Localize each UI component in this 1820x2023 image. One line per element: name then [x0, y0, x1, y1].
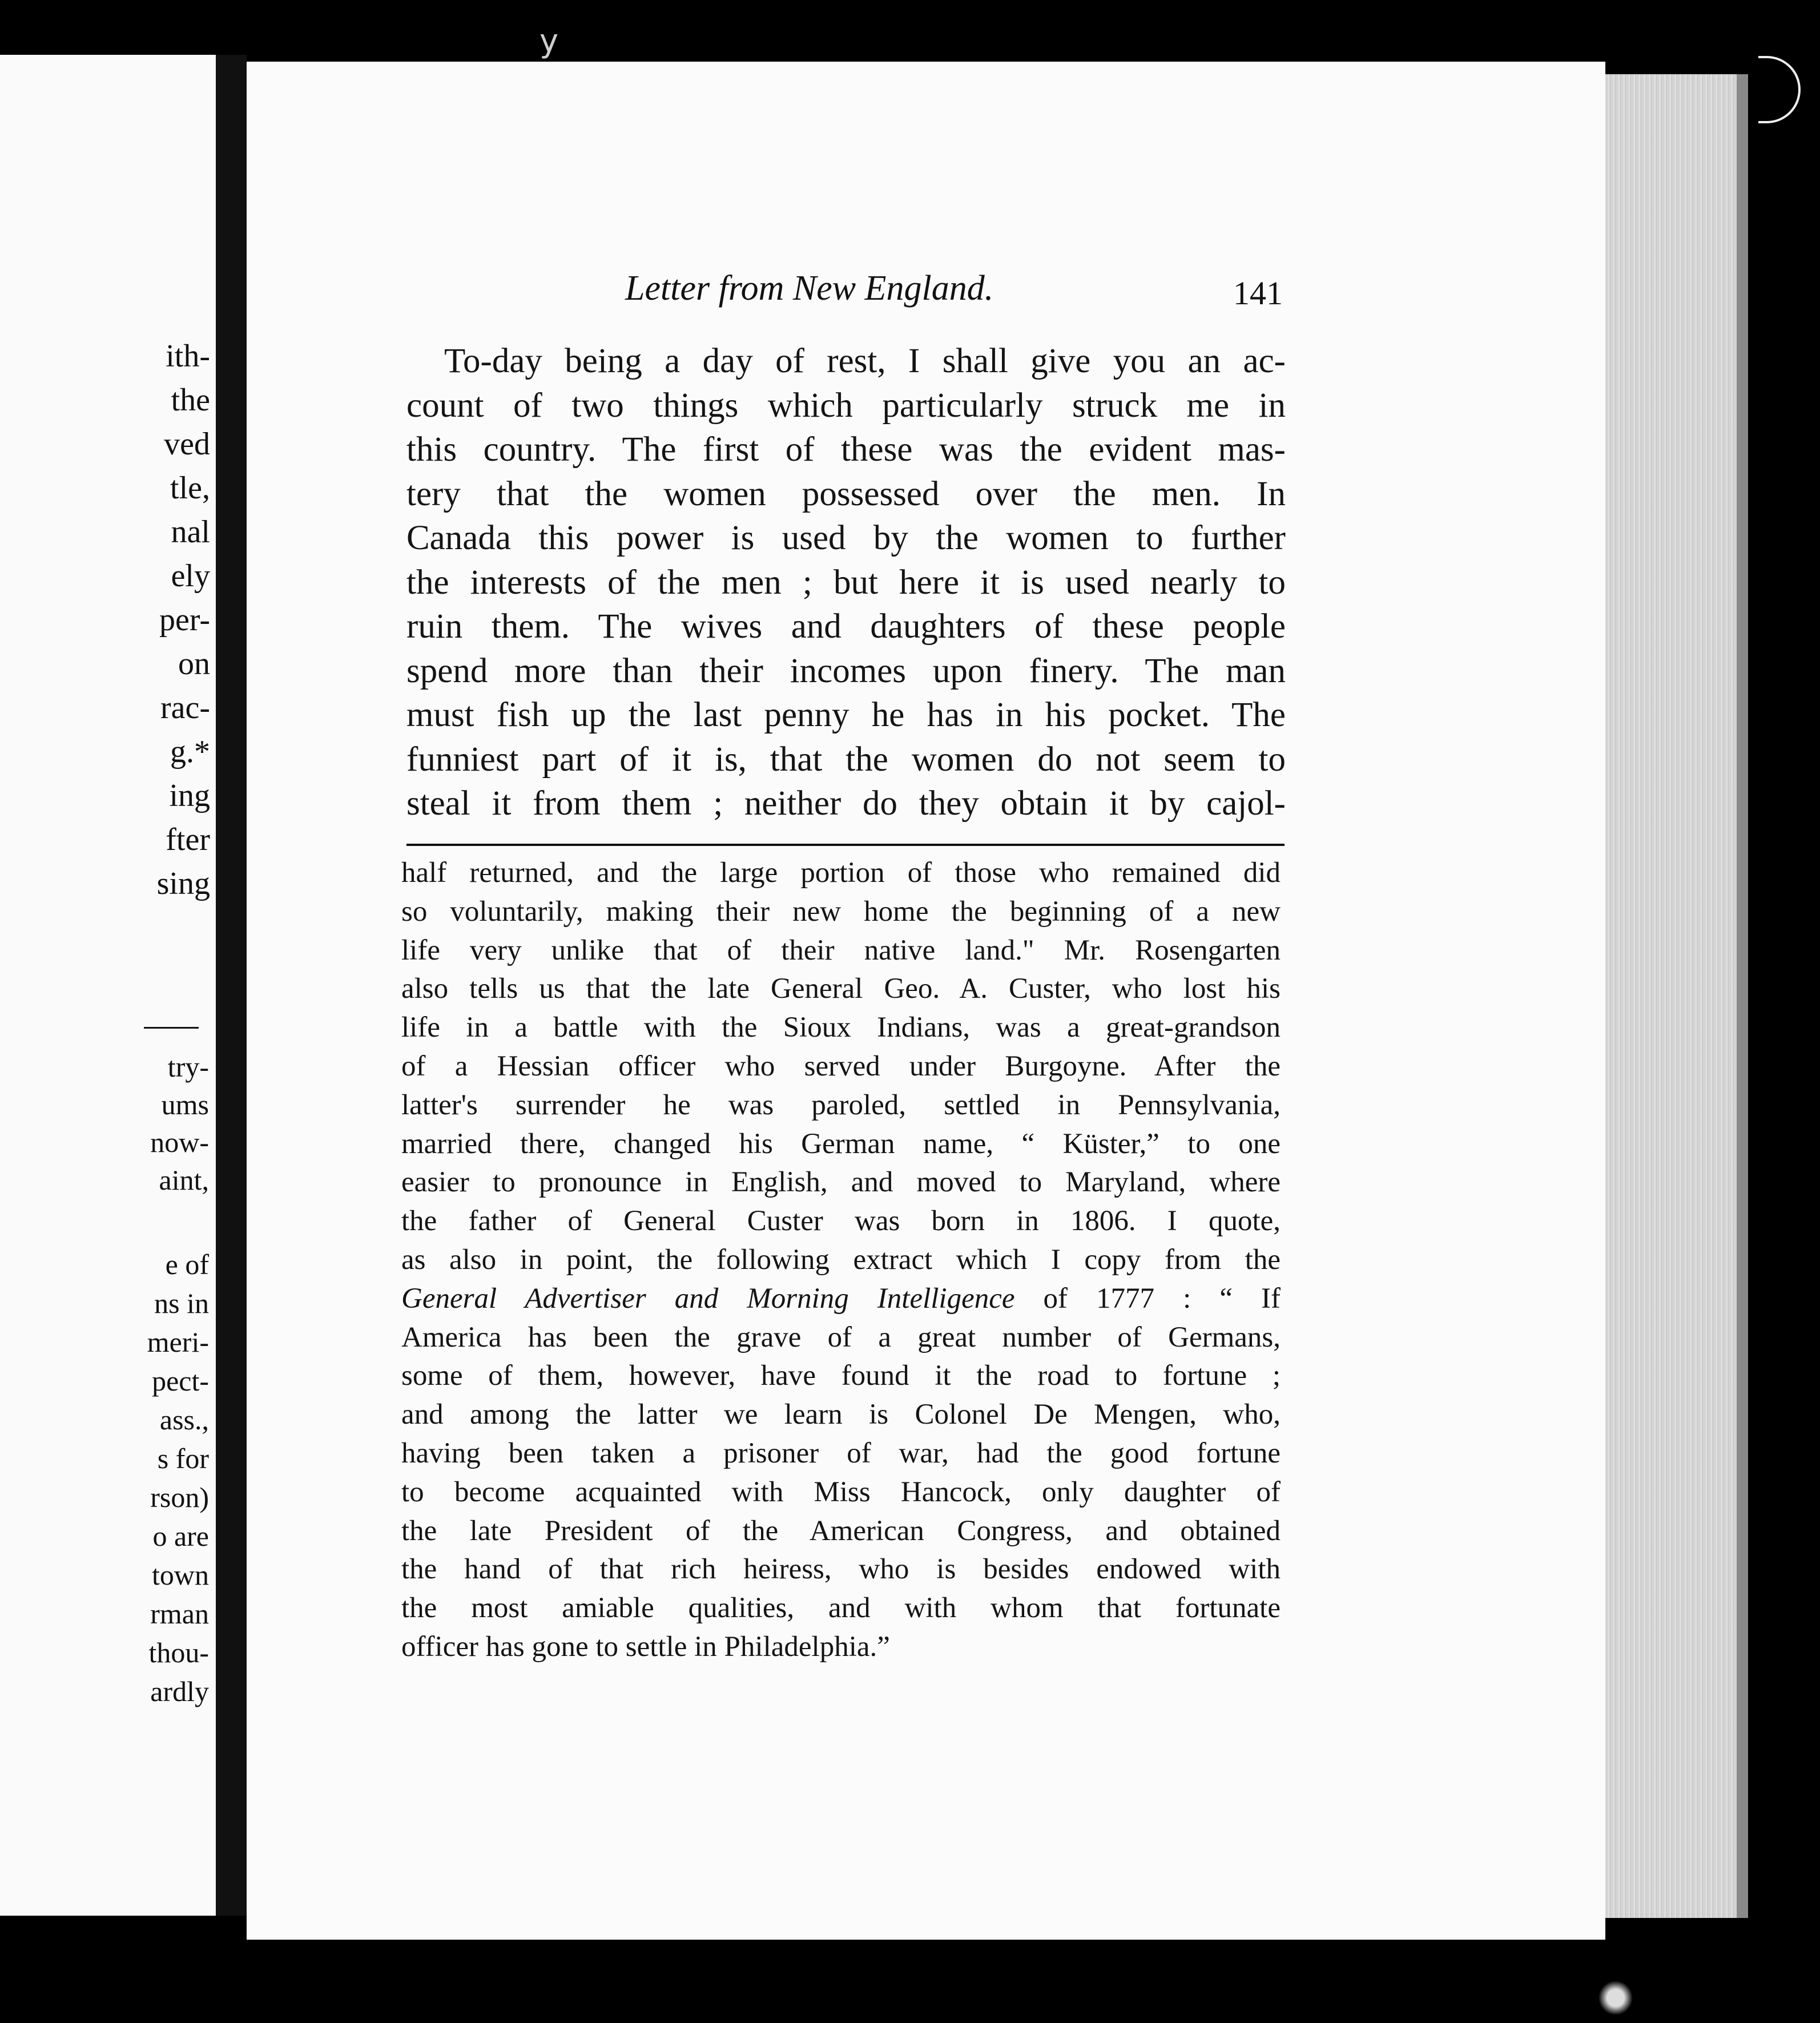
book-gutter — [216, 55, 247, 1916]
body-line: Canada this power is used by the women to further — [406, 519, 1286, 557]
footnote — [401, 854, 1281, 1667]
footnote-line: the father of General Custer was born in 1806. I quote, — [401, 1205, 1281, 1238]
body-line: this country. The first of these was the evident mas- — [406, 430, 1286, 469]
left-margin-line: ved — [164, 426, 210, 462]
left-note-line: ums — [161, 1089, 209, 1121]
left-page-footnote-rule — [144, 1027, 199, 1029]
left-note-line: ardly — [150, 1675, 209, 1707]
footnote-line: as also in point, the following extract which I copy from the — [401, 1243, 1281, 1276]
left-margin-line: ely — [171, 558, 210, 594]
left-note-line: ass., — [159, 1404, 209, 1436]
body-line: must fish up the last penny he has in his pocket. The — [406, 696, 1286, 734]
left-note-line: rson) — [150, 1481, 209, 1513]
left-page-notes-1 — [150, 1048, 209, 1199]
body-line: funniest part of it is, that the women do not seem to — [406, 740, 1286, 779]
left-note-line: ns in — [154, 1287, 209, 1319]
footnote-line: the late President of the American Congress, and obtained — [401, 1514, 1281, 1547]
left-margin-line: nal — [171, 514, 210, 550]
left-margin-line: ing — [169, 778, 210, 813]
footnote-line — [401, 1280, 1281, 1319]
left-note-line: rman — [150, 1598, 209, 1630]
footnote-line: to become acquainted with Miss Hancock, only daughter of — [401, 1476, 1281, 1508]
left-note-line: s for — [157, 1442, 209, 1474]
left-margin-line: fter — [166, 822, 210, 857]
left-margin-line: per- — [159, 602, 210, 638]
footnote-rule — [406, 844, 1285, 846]
body-line: ruin them. The wives and daughters of these people — [406, 607, 1286, 646]
body-line: count of two things which particularly struck me in — [406, 386, 1286, 425]
page-edges — [1605, 74, 1748, 1918]
left-note-line: e of — [165, 1248, 209, 1280]
footnote-line: half returned, and the large portion of those who remained did — [401, 857, 1281, 889]
left-note-line: try- — [167, 1051, 209, 1083]
page-number: 141 — [1233, 275, 1283, 312]
footnote-line-rest: of 1777 : “ If — [1014, 1282, 1281, 1315]
scan-mark-top: y — [539, 23, 559, 60]
body-line: tery that the women possessed over the men. In — [406, 474, 1286, 513]
footnote-line: life very unlike that of their native land." Mr. Rosengarten — [401, 934, 1281, 966]
body-paragraph — [406, 339, 1286, 826]
footnote-line: married there, changed his German name, “ Küster,” to one — [401, 1127, 1281, 1160]
footnote-line: America has been the grave of a great number of Germans, — [401, 1321, 1281, 1353]
footnote-line: of a Hessian officer who served under Burgoyne. After the — [401, 1050, 1281, 1082]
footnote-line: officer has gone to settle in Philadelphia.” — [401, 1630, 890, 1663]
left-note-line: aint, — [159, 1164, 209, 1196]
left-margin-line: rac- — [160, 690, 210, 726]
left-note-line: now- — [150, 1126, 209, 1158]
left-margin-line: the — [171, 382, 210, 418]
left-margin-line: sing — [156, 866, 210, 901]
footnote-line: having been taken a prisoner of war, had the good fortune — [401, 1437, 1281, 1469]
left-note-line: thou- — [148, 1637, 209, 1669]
newspaper-title: General Advertiser and Morning Intelligence — [401, 1282, 1015, 1315]
footnote-line: life in a battle with the Sioux Indians, was a great-grandson — [401, 1012, 1281, 1044]
left-margin-line: g.* — [170, 734, 210, 769]
left-page — [0, 55, 216, 1916]
footnote-line: the most amiable qualities, and with whom that fortunate — [401, 1592, 1281, 1625]
running-head: Letter from New England. — [625, 269, 994, 308]
scan-mark-corner — [1758, 56, 1801, 123]
left-note-line: o are — [152, 1520, 209, 1552]
left-note-line: meri- — [147, 1326, 209, 1358]
scan-mark-bottom — [1593, 1981, 1638, 2015]
footnote-line: also tells us that the late General Geo. A. Custer, who lost his — [401, 973, 1281, 1005]
body-line: spend more than their incomes upon finery. The man — [406, 651, 1286, 690]
footnote-line: some of them, however, have found it the road to fortune ; — [401, 1360, 1281, 1392]
left-margin-line: tle, — [170, 470, 210, 506]
left-page-notes-2 — [147, 1245, 209, 1711]
left-note-line: pect- — [152, 1365, 209, 1397]
footnote-line: and among the latter we learn is Colonel De Mengen, who, — [401, 1399, 1281, 1431]
left-margin-line: on — [178, 646, 210, 682]
left-page-margin-text — [5, 335, 210, 906]
footnote-line: the hand of that rich heiress, who is besides endowed with — [401, 1553, 1281, 1586]
footnote-line: latter's surrender he was paroled, settled in Pennsylvania, — [401, 1089, 1281, 1121]
left-note-line: town — [152, 1559, 209, 1591]
body-line: To-day being a day of rest, I shall give you an ac- — [444, 342, 1286, 380]
body-line: steal it from them ; neither do they obtain it by cajol- — [406, 784, 1286, 823]
footnote-line: so voluntarily, making their new home the beginning of a new — [401, 895, 1281, 928]
left-margin-line: ith- — [166, 338, 210, 374]
footnote-line: easier to pronounce in English, and moved to Maryland, where — [401, 1166, 1281, 1199]
body-line: the interests of the men ; but here it is used nearly to — [406, 563, 1286, 602]
